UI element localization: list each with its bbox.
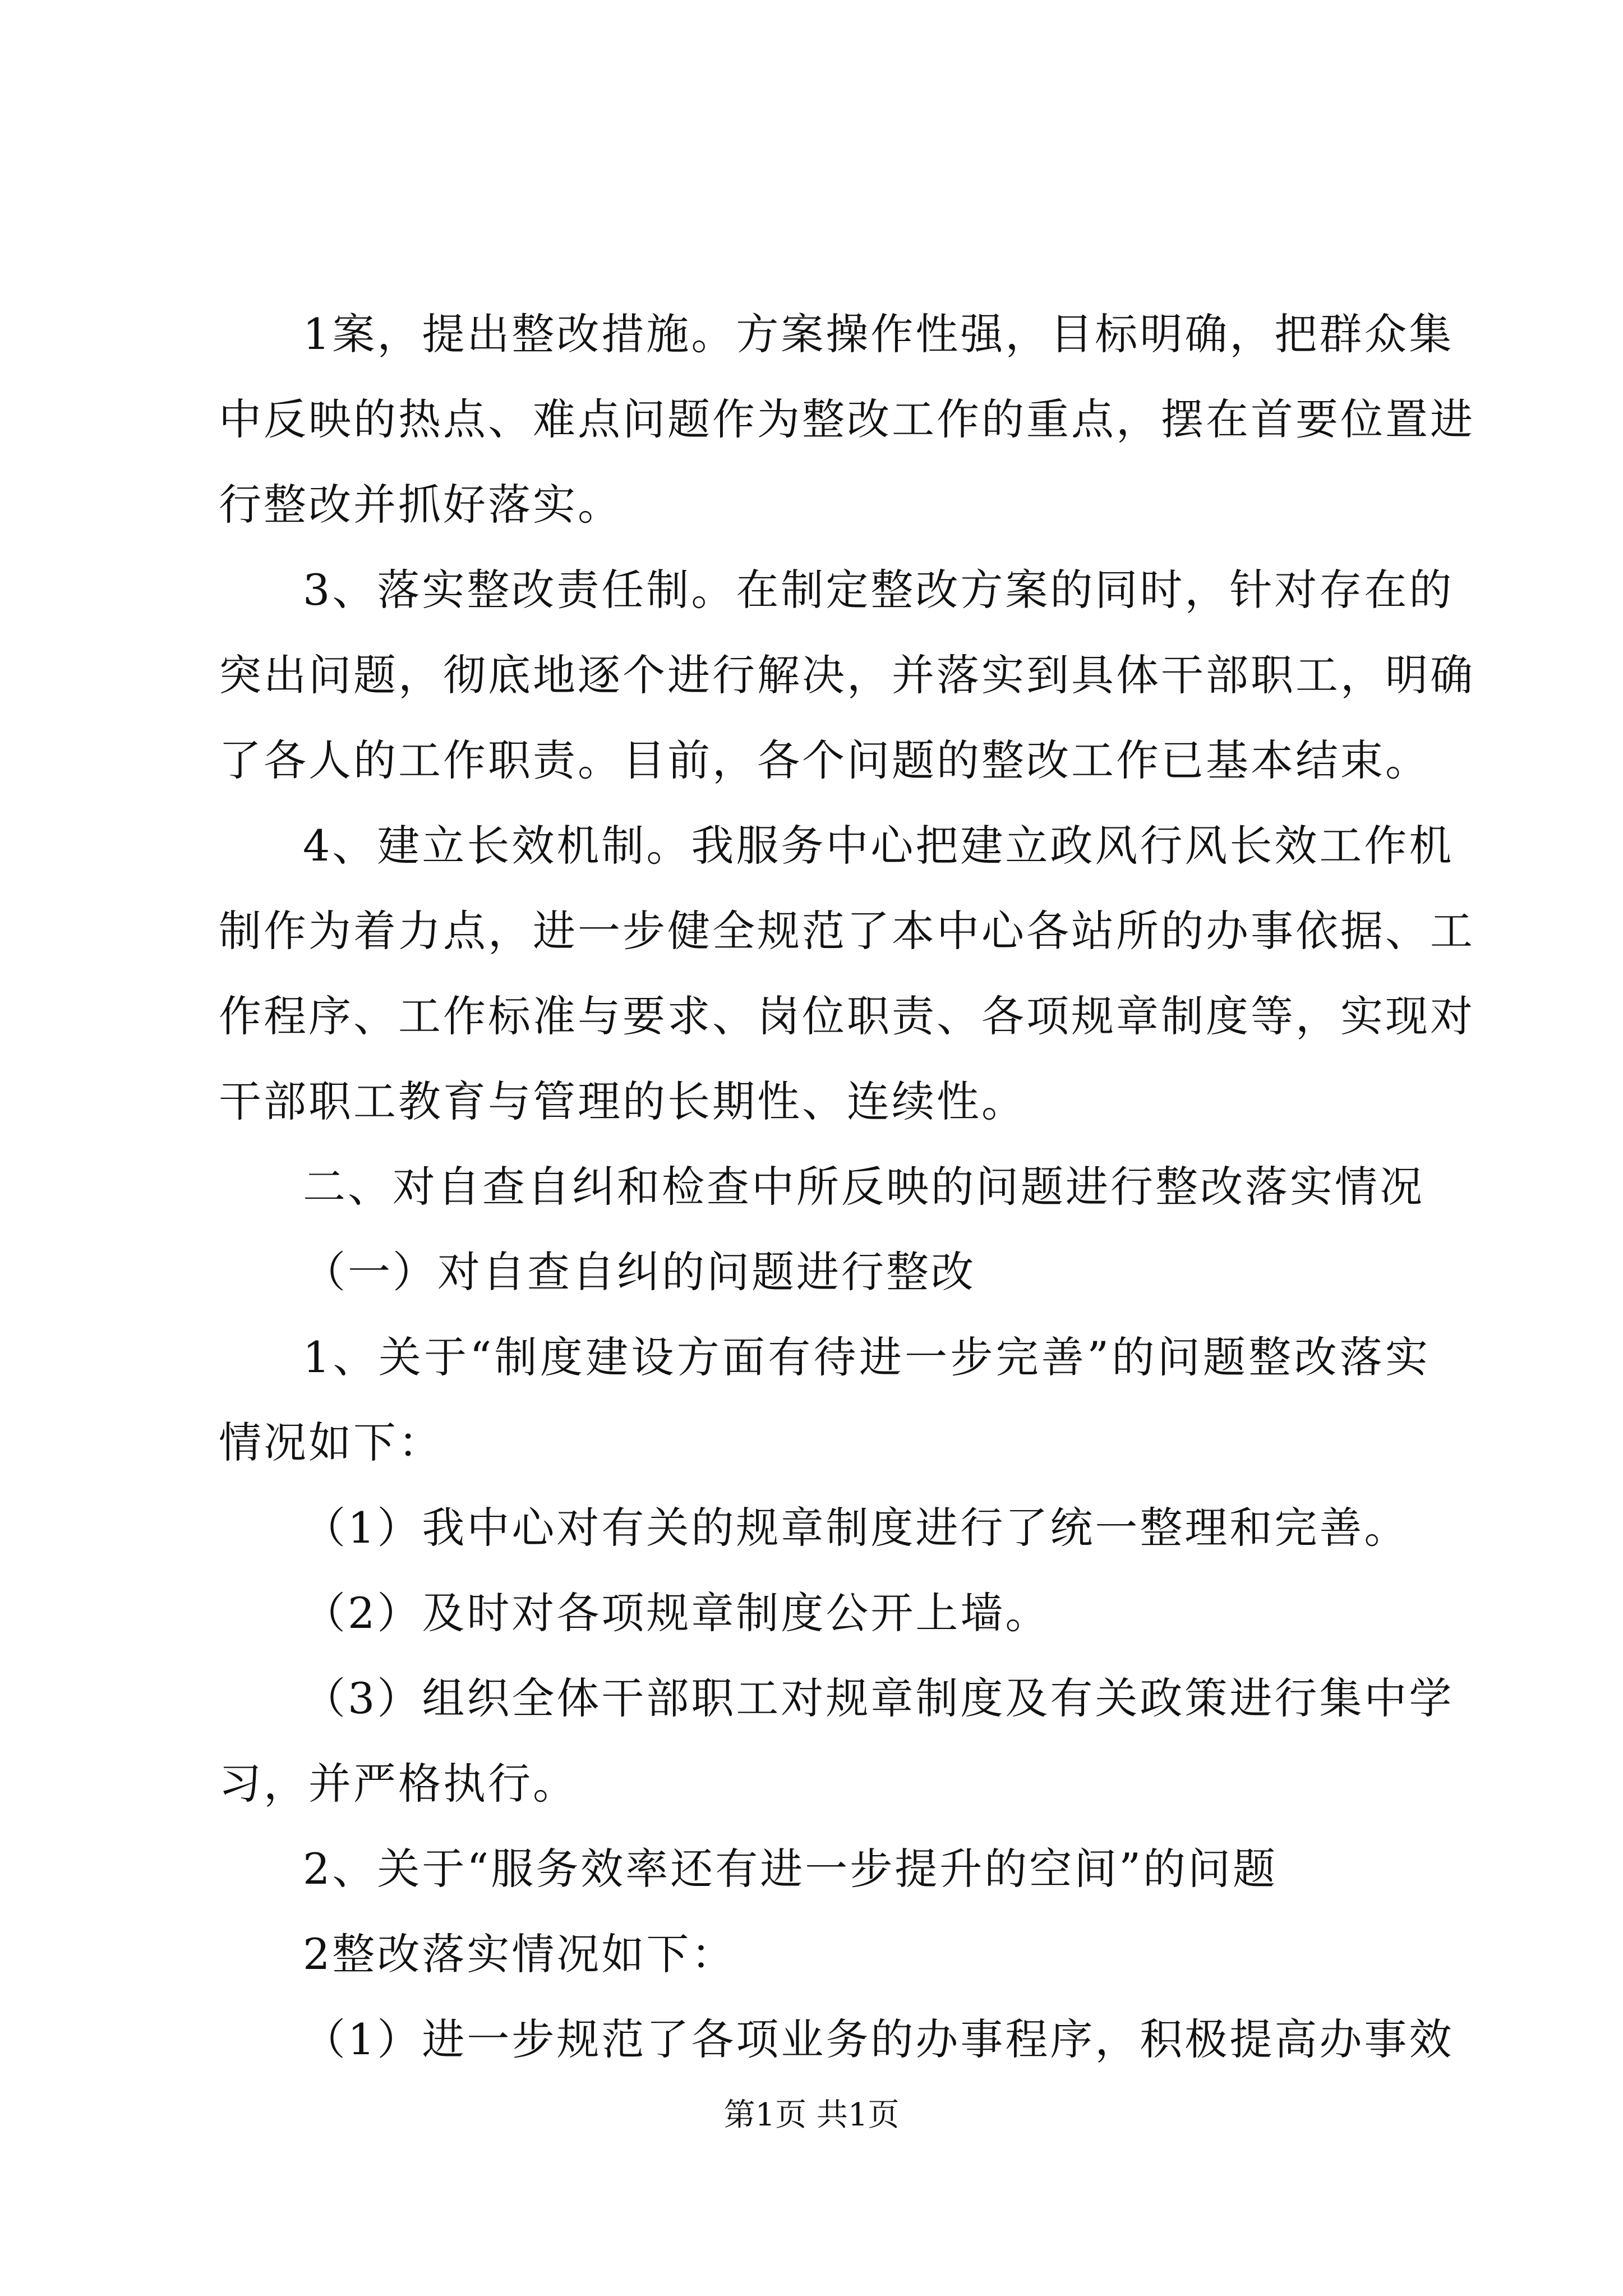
paragraph-line-14: 情况如下： — [219, 1418, 443, 1467]
list-item-1: （1）我中心对有关的规章制度进行了统一整理和完善。 — [303, 1503, 1409, 1553]
paragraph-line-20: 2整改落实情况如下： — [303, 1929, 736, 1979]
paragraph-line-19: 2、关于“服务效率还有进一步提升的空间”的问题 — [303, 1844, 1278, 1894]
subsection-heading: （一）对自查自纠的问题进行整改 — [303, 1247, 976, 1297]
list-item-3-continued: 习，并严格执行。 — [219, 1759, 578, 1809]
list-item-2: （2）及时对各项规章制度公开上墙。 — [303, 1588, 1050, 1638]
page-footer: 第1页 共1页 — [723, 2097, 900, 2133]
paragraph-line-10: 干部职工教育与管理的长期性、连续性。 — [219, 1076, 1026, 1126]
paragraph-line-7: 4、建立长效机制。我服务中心把建立政风行风长效工作机 — [303, 821, 1454, 871]
list-item-4: （1）进一步规范了各项业务的办事程序，积极提高办事效 — [303, 2014, 1454, 2064]
paragraph-line-8: 制作为着力点，进一步健全规范了本中心各站所的办事依据、工 — [219, 906, 1475, 956]
section-heading: 二、对自查自纠和检查中所反映的问题进行整改落实情况 — [303, 1162, 1424, 1212]
paragraph-line-9: 作程序、工作标准与要求、岗位职责、各项规章制度等，实现对 — [219, 991, 1475, 1041]
paragraph-line-5: 突出问题，彻底地逐个进行解决，并落实到具体干部职工，明确 — [219, 650, 1475, 700]
paragraph-line-2: 中反映的热点、难点问题作为整改工作的重点，摆在首要位置进 — [219, 394, 1475, 444]
list-item-3: （3）组织全体干部职工对规章制度及有关政策进行集中学 — [303, 1673, 1454, 1723]
paragraph-line-1: 1案，提出整改措施。方案操作性强，目标明确，把群众集 — [303, 309, 1454, 359]
paragraph-line-4: 3、落实整改责任制。在制定整改方案的同时，针对存在的 — [303, 565, 1454, 615]
paragraph-line-13: 1、关于“制度建设方面有待进一步完善”的问题整改落实 — [303, 1332, 1430, 1382]
paragraph-line-3: 行整改并抓好落实。 — [219, 480, 623, 530]
paragraph-line-6: 了各人的工作职责。目前，各个问题的整改工作已基本结束。 — [219, 735, 1430, 785]
